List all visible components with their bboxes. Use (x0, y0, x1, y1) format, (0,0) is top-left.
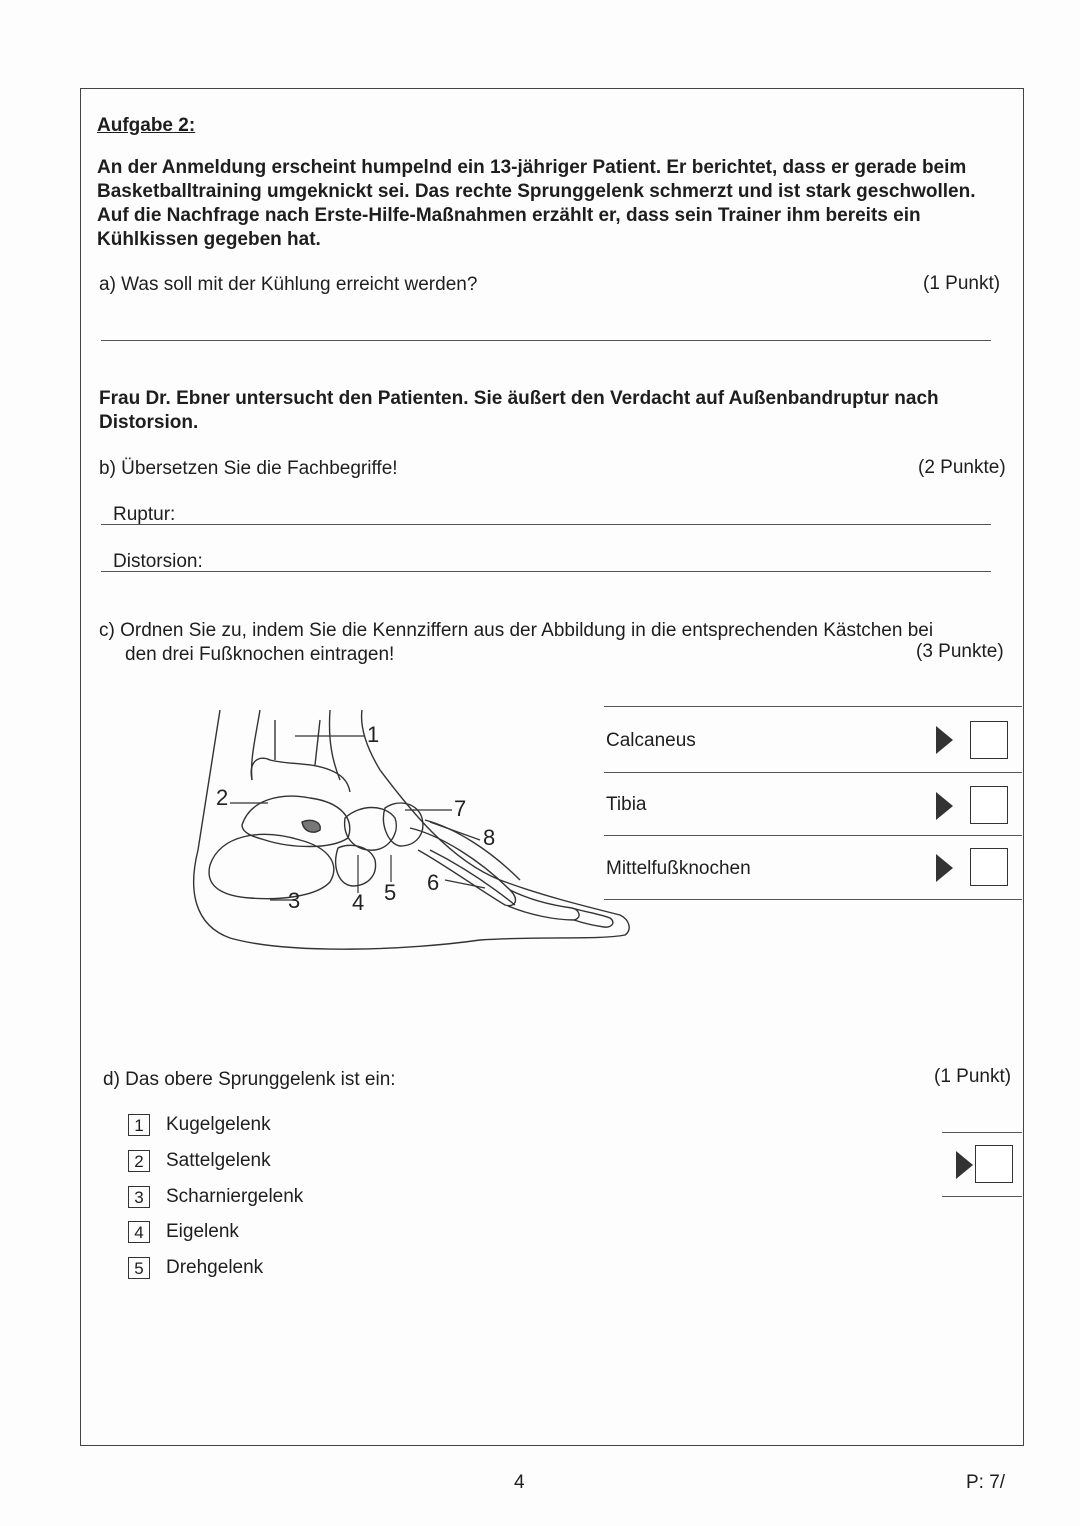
answer-line-a[interactable] (101, 340, 991, 341)
mittelfussknochen-answer-box[interactable] (970, 848, 1008, 886)
table-bottom-line (604, 899, 1022, 900)
d-answer-top-line (942, 1132, 1022, 1133)
figure-number-7: 7 (454, 796, 467, 821)
answer-row-tibia (604, 772, 1022, 836)
points-a: (1 Punkt) (923, 273, 1001, 294)
option-label: Sattelgelenk (166, 1150, 271, 1171)
option-number-box: 5 (128, 1257, 150, 1279)
arrow-right-icon (956, 1151, 973, 1179)
option-number-box: 1 (128, 1114, 150, 1136)
page-number: 4 (514, 1472, 525, 1493)
option-label: Drehgelenk (166, 1257, 264, 1278)
figure-number-6: 6 (427, 870, 440, 895)
figure-number-2: 2 (216, 785, 229, 810)
answer-row-mittelfussknochen (604, 836, 1022, 900)
page-code: P: 7/ (966, 1472, 1006, 1493)
d-answer-bottom-line (942, 1196, 1022, 1197)
bone-label-calcaneus: Calcaneus (606, 730, 696, 751)
arrow-right-icon (936, 854, 953, 882)
bone-label-mittelfussknochen: Mittelfußknochen (606, 858, 751, 879)
distorsion-answer-line[interactable] (101, 571, 991, 572)
points-c: (3 Punkte) (916, 641, 1004, 662)
task-intro: An der Anmeldung erscheint humpelnd ein 13-jähriger Patient. Er berichtet, dass er gerade beim Basketballtraining umgeknickt sei. Das rechte Sprunggelenk schmerzt und ist stark geschwollen. Auf die Nachfrage nach Erste-Hilfe-Maßnahmen erzählt er, dass sein Trainer ihm bereits ein Kühlkissen gegeben hat. (97, 157, 976, 250)
answer-row-calcaneus (604, 708, 1022, 772)
figure-number-8: 8 (483, 825, 496, 850)
table-top-line (604, 706, 1022, 707)
option-number-box: 4 (128, 1221, 150, 1243)
question-d: d) Das obere Sprunggelenk ist ein: (103, 1069, 396, 1090)
foot-bone-illustration (180, 700, 640, 970)
task-title: Aufgabe 2: (97, 115, 196, 136)
calcaneus-answer-box[interactable] (970, 721, 1008, 759)
points-d: (1 Punkt) (934, 1066, 1012, 1087)
ruptur-answer-line[interactable] (101, 524, 991, 525)
figure-number-4: 4 (352, 890, 365, 915)
option-label: Scharniergelenk (166, 1186, 304, 1207)
option-label: Kugelgelenk (166, 1114, 271, 1135)
bone-label-tibia: Tibia (606, 794, 647, 815)
arrow-right-icon (936, 726, 953, 754)
option-label: Eigelenk (166, 1221, 239, 1242)
option-number-box: 2 (128, 1150, 150, 1172)
arrow-right-icon (936, 792, 953, 820)
question-b: b) Übersetzen Sie die Fachbegriffe! (99, 458, 398, 479)
figure-number-3: 3 (288, 888, 301, 913)
question-c-line1: c) Ordnen Sie zu, indem Sie die Kennziffern aus der Abbildung in die entsprechenden Kästchen bei (99, 620, 934, 641)
question-c-line2: den drei Fußknochen eintragen! (125, 644, 395, 665)
question-a: a) Was soll mit der Kühlung erreicht werden? (99, 274, 478, 295)
figure-number-1: 1 (367, 722, 380, 747)
d-answer-box[interactable] (975, 1145, 1013, 1183)
figure-number-5: 5 (384, 880, 397, 905)
option-number-box: 3 (128, 1186, 150, 1208)
points-b: (2 Punkte) (918, 457, 1006, 478)
ruptur-label: Ruptur: (113, 504, 176, 525)
distorsion-label: Distorsion: (113, 551, 203, 572)
tibia-answer-box[interactable] (970, 786, 1008, 824)
context-text: Frau Dr. Ebner untersucht den Patienten. Sie äußert den Verdacht auf Außenbandruptur nach Distorsion. (99, 388, 939, 433)
